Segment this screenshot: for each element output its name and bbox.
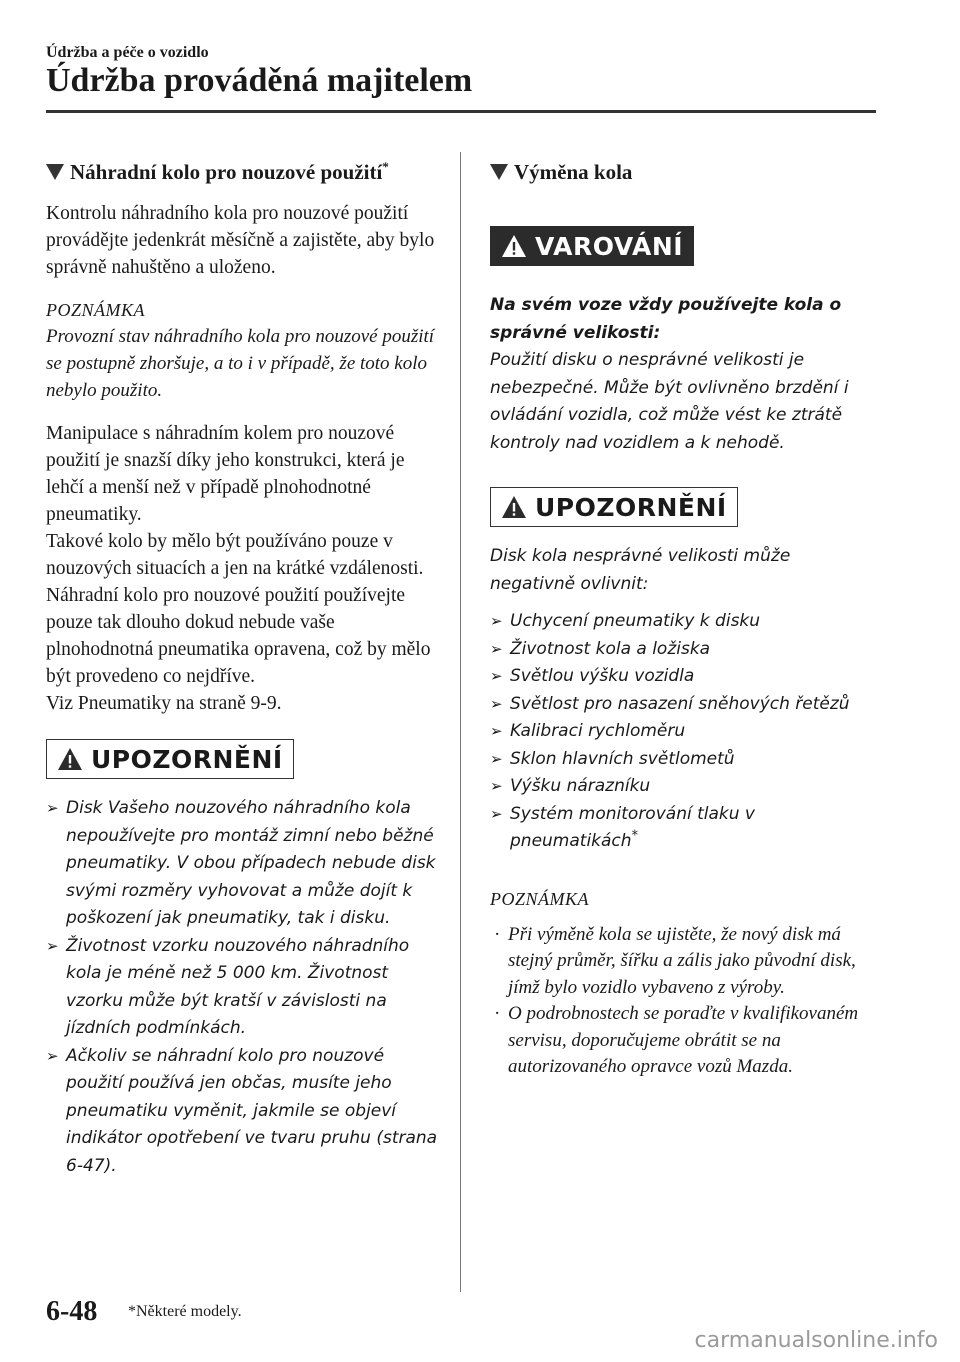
list-item <box>46 933 441 1043</box>
note-text: Provozní stav náhradního kola pro nouzové použití se postupně zhoršuje, a to i v případě, že toto kolo nebylo použito. <box>46 326 435 401</box>
note-label: POZNÁMKA <box>490 888 590 909</box>
section-heading-spare-wheel <box>46 158 441 186</box>
list-item-text: Světlou výšku vozidla <box>510 666 695 686</box>
list-item-text: Disk Vašeho nouzového náhradního kola nepoužívejte pro montáž zimní nebo běžné pneumatiky. V obou případech nebude disk svými rozměry vyhovovat a může dojít k poškození jak pneumatiky, tak i disku. <box>66 798 436 928</box>
arrow-bullet-icon: ➢ <box>490 804 503 823</box>
list-item <box>490 663 880 691</box>
page-number: 6-48 <box>46 1296 98 1327</box>
list-item-text: Životnost kola a ložiska <box>510 638 711 659</box>
warning-bold-text: Na svém voze vždy používejte kola o správné velikosti: <box>490 295 842 343</box>
warning-triangle-icon <box>57 747 83 771</box>
list-item <box>46 795 441 933</box>
intro-paragraph: Kontrolu náhradního kola pro nouzové použití provádějte jedenkrát měsíčně a zajistěte, aby bylo správně nahuštěno a uloženo. <box>46 203 435 278</box>
paragraph: Náhradní kolo pro nouzové použití používejte pouze tak dlouho dokud nebude vaše plnohodnotná pneumatika opravena, což by mělo být provedeno co nejdříve. <box>46 585 431 687</box>
note-list <box>490 922 880 1081</box>
footnote: *Některé modely. <box>128 1303 242 1320</box>
list-item-text: Kalibraci rychloměru <box>510 721 686 741</box>
arrow-bullet-icon: ➢ <box>46 1046 59 1065</box>
arrow-bullet-icon: ➢ <box>490 639 503 658</box>
warning-triangle-icon <box>501 495 527 519</box>
watermark: carmanualsonline.info <box>694 1328 938 1353</box>
column-divider <box>460 152 461 1292</box>
section-triangle-icon <box>46 164 64 180</box>
right-column <box>490 158 880 1081</box>
header-rule <box>46 110 876 113</box>
caution-badge <box>46 739 294 779</box>
page-title: Údržba prováděná majitelem <box>46 62 473 99</box>
note-label: POZNÁMKA <box>46 300 146 320</box>
list-item-text: Systém monitorování tlaku v pneumatikách <box>510 803 755 851</box>
arrow-bullet-icon: ➢ <box>46 799 59 817</box>
list-item <box>490 801 880 856</box>
warning-text: Použití disku o nesprávné velikosti je nebezpečné. Může být ovlivněno brzdění i ovládání vozidla, což může vést ke ztrátě kontroly nad vozidlem a k nehodě. <box>490 350 849 453</box>
list-item-text: Životnost vzorku nouzového náhradního kola je méně než 5 000 km. Životnost vzorku může být kratší v závislosti na jízdních podmínkách. <box>66 935 410 1038</box>
list-item <box>490 608 880 636</box>
warning-badge <box>490 226 694 266</box>
caution-list <box>46 795 441 1180</box>
footnote-mark: * <box>631 828 639 844</box>
arrow-bullet-icon: ➢ <box>490 612 503 630</box>
list-item <box>490 773 880 801</box>
list-item <box>46 1043 441 1181</box>
dot-bullet-icon: · <box>494 923 501 945</box>
list-item-text: Sklon hlavních světlometů <box>510 748 735 769</box>
section-heading-text: Výměna kola <box>514 160 633 184</box>
paragraph: Takové kolo by mělo být používáno pouze v nouzových situacích a jen na krátké vzdálenosti. <box>46 531 424 579</box>
breadcrumb: Údržba a péče o vozidlo <box>46 44 209 61</box>
list-item <box>490 922 880 1002</box>
paragraph: Manipulace s náhradním kolem pro nouzové použití je snazší díky jeho konstrukci, která je lehčí a menší než v případě plnohodnotné pneumatiky. <box>46 423 405 525</box>
left-column <box>46 158 441 1180</box>
list-item-text: Při výměně kola se ujistěte, že nový disk má stejný průměr, šířku a zális jako původní disk, jímž bylo vozidlo vybaveno z výroby. <box>508 923 856 998</box>
section-heading-text: Náhradní kolo pro nouzové použití <box>70 160 383 184</box>
arrow-bullet-icon: ➢ <box>490 749 503 768</box>
list-item <box>490 1001 880 1081</box>
list-item-text: O podrobnostech se poraďte v kvalifikovaném servisu, doporučujeme obrátit se na autorizovaného opravce vozů Mazda. <box>508 1003 859 1077</box>
list-item-text: Uchycení pneumatiky k disku <box>510 611 761 631</box>
section-triangle-icon <box>490 164 508 180</box>
list-item-text: Ačkoliv se náhradní kolo pro nouzové použití používá jen občas, musíte jeho pneumatiku vyměnit, jakmile se objeví indikátor opotřebení ve tvaru pruhu (strana 6-47). <box>66 1045 438 1176</box>
caution-label: UPOZORNĚNÍ <box>91 744 283 774</box>
list-item <box>490 636 880 664</box>
dot-bullet-icon: · <box>494 1003 501 1024</box>
arrow-bullet-icon: ➢ <box>490 667 503 685</box>
caution-intro: Disk kola nesprávné velikosti může negativně ovlivnit: <box>490 546 791 594</box>
list-item <box>490 746 880 774</box>
paragraph: Viz Pneumatiky na straně 9-9. <box>46 693 282 714</box>
warning-label: VAROVÁNÍ <box>535 231 684 261</box>
caution-label: UPOZORNĚNÍ <box>535 492 727 522</box>
arrow-bullet-icon: ➢ <box>490 694 503 713</box>
caution-badge <box>490 487 738 527</box>
footnote-mark: * <box>382 159 389 174</box>
arrow-bullet-icon: ➢ <box>46 936 59 955</box>
warning-triangle-icon <box>501 234 527 258</box>
section-heading-wheel-change <box>490 158 880 186</box>
caution-list <box>490 608 880 856</box>
arrow-bullet-icon: ➢ <box>490 722 503 740</box>
list-item-text: Světlost pro nasazení sněhových řetězů <box>510 693 850 714</box>
list-item <box>490 718 880 746</box>
list-item <box>490 691 880 719</box>
list-item-text: Výšku nárazníku <box>510 776 651 796</box>
arrow-bullet-icon: ➢ <box>490 777 503 795</box>
